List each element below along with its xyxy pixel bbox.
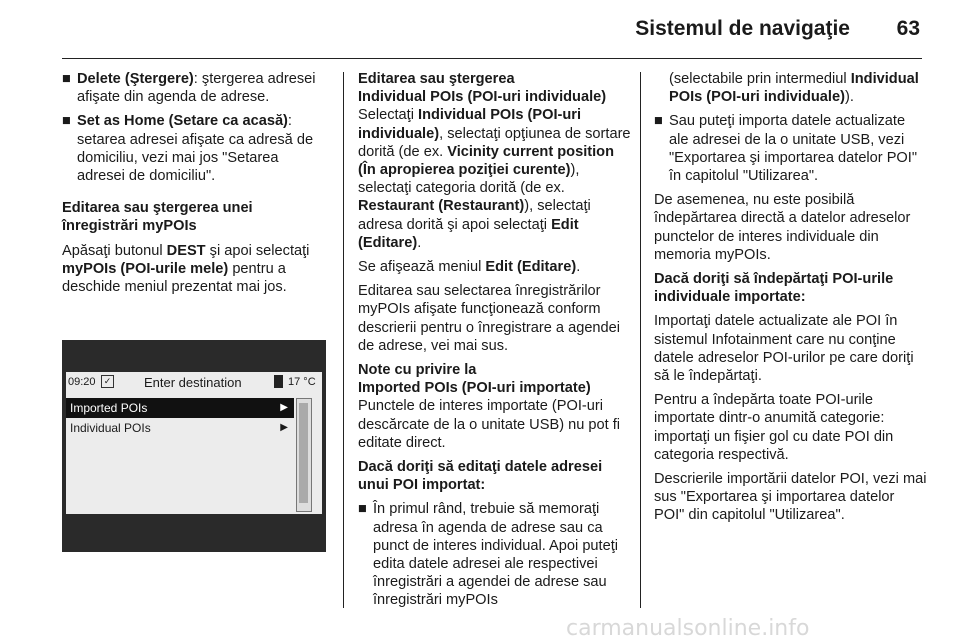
section-heading: Note cu privire la Imported POIs (POI-uri importate) — [358, 362, 591, 397]
section-heading: Editarea sau ştergerea unei înregistrări myPOIs — [62, 200, 253, 235]
paragraph: Selectaţi Individual POIs (POI-uri individuale), selectaţi opţiunea de sortare dorită (de ex. Vicinity current position (În apropierea poziţiei curente)), selectaţi categoria dorită (de ex. Restaurant (Restaurant)), selectaţi adresa dorită şi apoi selectaţi Edit (Editare). — [358, 107, 631, 251]
bullet-marker: ■ — [654, 113, 663, 130]
arrow-right-icon: ▶ — [280, 422, 288, 433]
bullet-set-home — [62, 112, 330, 185]
column-1 — [62, 70, 330, 302]
paragraph: Pentru a îndepărta toate POI-urile importate dintr-o anumită categorie: importaţi un fişier gol cu date POI din categoria respectivă. — [654, 392, 894, 463]
page-title: Sistemul de navigaţie — [635, 17, 850, 40]
paragraph: Punctele de interes importate (POI-uri descărcate de la o unitate USB) nu pot fi editate direct. — [358, 398, 621, 451]
column-divider — [640, 72, 641, 608]
scrollbar-thumb — [299, 403, 308, 503]
bullet-text: : ştergerea adresei afişate din agenda de adrese. — [77, 71, 316, 106]
screen-title: Enter destination — [144, 375, 242, 390]
screen-scrollbar — [296, 398, 312, 512]
paragraph: (selectabile prin intermediul Individual POIs (POI-uri individuale)). — [669, 71, 919, 106]
bullet-marker: ■ — [62, 113, 71, 130]
phone-icon — [274, 375, 283, 388]
bullet-text: În primul rând, trebuie să memoraţi adresa în agenda de adrese sau ca punct de interes individual. Apoi puteţi edita datele adresei ale respectivei înregistrări a agendei de adrese sau înregistrări myPOIs — [373, 501, 619, 609]
screen-temperature: 17 °C — [288, 376, 316, 388]
watermark: carmanualsonline.info — [566, 616, 810, 641]
bullet-import — [654, 112, 928, 185]
bullet-marker: ■ — [358, 501, 367, 518]
section-heading: Dacă doriţi să îndepărtaţi POI-urile individuale importate: — [654, 271, 894, 306]
bullet-bold: Delete (Ştergere) — [77, 71, 194, 87]
paragraph: De asemenea, nu este posibilă îndepărtarea directă a datelor adreselor punctelor de interes individuale din memoria myPOIs. — [654, 192, 911, 263]
bullet-text: : setarea adresei afişate ca adresă de domiciliu, vezi mai jos "Setarea adresei de domiciliu". — [77, 113, 314, 185]
bullet-marker: ■ — [62, 71, 71, 87]
screen-menu-list — [66, 398, 294, 438]
paragraph: Se afişează meniul Edit (Editare). — [358, 259, 581, 276]
screen-clock: 09:20 — [68, 376, 96, 388]
page-header — [62, 0, 922, 59]
paragraph: Editarea sau selectarea înregistrărilor myPOIs afişate funcţionează conform descrierii pentru o înregistrare a agendei de adrese, vei mai sus. — [358, 283, 621, 354]
section-heading: Editarea sau ştergerea Individual POIs (POI-uri individuale) — [358, 71, 607, 106]
screen-illustration — [62, 340, 326, 552]
screen-top-bar — [66, 372, 322, 394]
bullet-memorize — [358, 500, 634, 609]
bullet-delete — [62, 70, 330, 106]
page-number: 63 — [896, 17, 920, 40]
menu-item-individual-pois: Individual POIs ▶ — [66, 418, 294, 438]
checkmark-icon: ✓ — [101, 375, 114, 388]
paragraph: Descrierile importării datelor POI, vezi mai sus "Exportarea şi importarea datelor POI" din capitolul "Utilizarea". — [654, 471, 927, 524]
paragraph: Apăsaţi butonul DEST şi apoi selectaţi myPOIs (POI-urile mele) pentru a deschide meniul prezentat mai jos. — [62, 242, 310, 296]
menu-item-imported-pois: Imported POIs ▶ — [66, 398, 294, 418]
column-divider — [343, 72, 344, 608]
column-3 — [654, 70, 928, 531]
arrow-right-icon: ▶ — [280, 402, 288, 413]
section-heading: Dacă doriţi să editaţi datele adresei unui POI importat: — [358, 459, 603, 494]
bullet-bold: Set as Home (Setare ca acasă) — [77, 113, 288, 130]
column-2 — [358, 70, 634, 616]
paragraph: Importaţi datele actualizate ale POI în sistemul Infotainment care nu conţine datele adreselor POI-urilor pe care doriţi să le îndepărtaţi. — [654, 313, 914, 385]
bullet-text: Sau puteţi importa datele actualizate ale adresei de la o unitate USB, vezi "Exportarea şi importarea datelor POI" în capitolul "Utilizarea". — [669, 113, 918, 185]
